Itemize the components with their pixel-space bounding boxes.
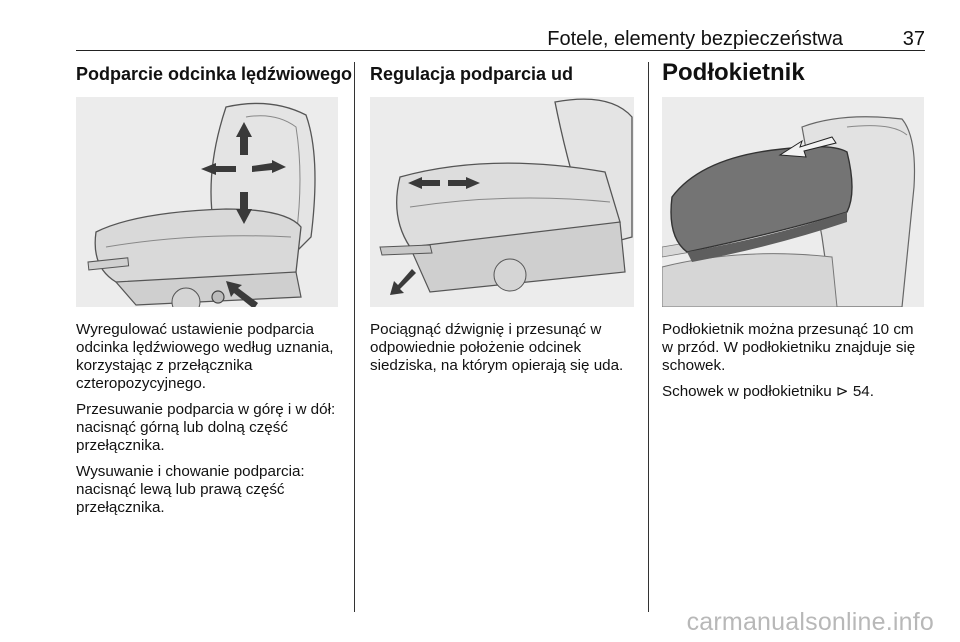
column-lumbar-support [76,62,353,525]
paragraph: Przesuwanie podparcia w górę i w dół: nacisnąć górną lub dolną część przełącznika. [76,401,336,454]
page-header [76,28,925,51]
thigh-support-illustration [370,97,634,307]
paragraph: Wysuwanie i chowanie podparcia: nacisnąć lewą lub prawą część przełącznika. [76,463,305,516]
watermark: carmanualsonline.info [686,608,934,636]
paragraph: Wyregulować ustawienie podparcia odcinka lędźwiowego według uznania, korzystając z przełącznika czteropozycyjnego. [76,321,334,392]
paragraph: Pociągnąć dźwignię i przesunąć w odpowiednie położenie odcinek siedziska, na którym opierają się uda. [370,321,624,374]
lumbar-support-illustration [76,97,338,307]
section-title: Fotele, elementy bezpieczeństwa [547,28,843,50]
page-number: 37 [902,28,925,50]
column-divider [648,62,649,612]
paragraph: Schowek w podłokietniku ⊳ 54. [662,383,874,400]
column-divider [354,62,355,612]
column-armrest [662,59,924,409]
armrest-illustration [662,97,924,307]
column-thigh-support [370,62,634,383]
paragraph: Podłokietnik można przesunąć 10 cm w przód. W podłokietniku znajduje się schowek. [662,321,916,374]
heading-lumbar-support: Podparcie odcinka lędźwiowego [76,64,353,84]
heading-thigh-support: Regulacja podparcia ud [370,64,574,84]
heading-armrest: Podłokietnik [662,59,805,86]
